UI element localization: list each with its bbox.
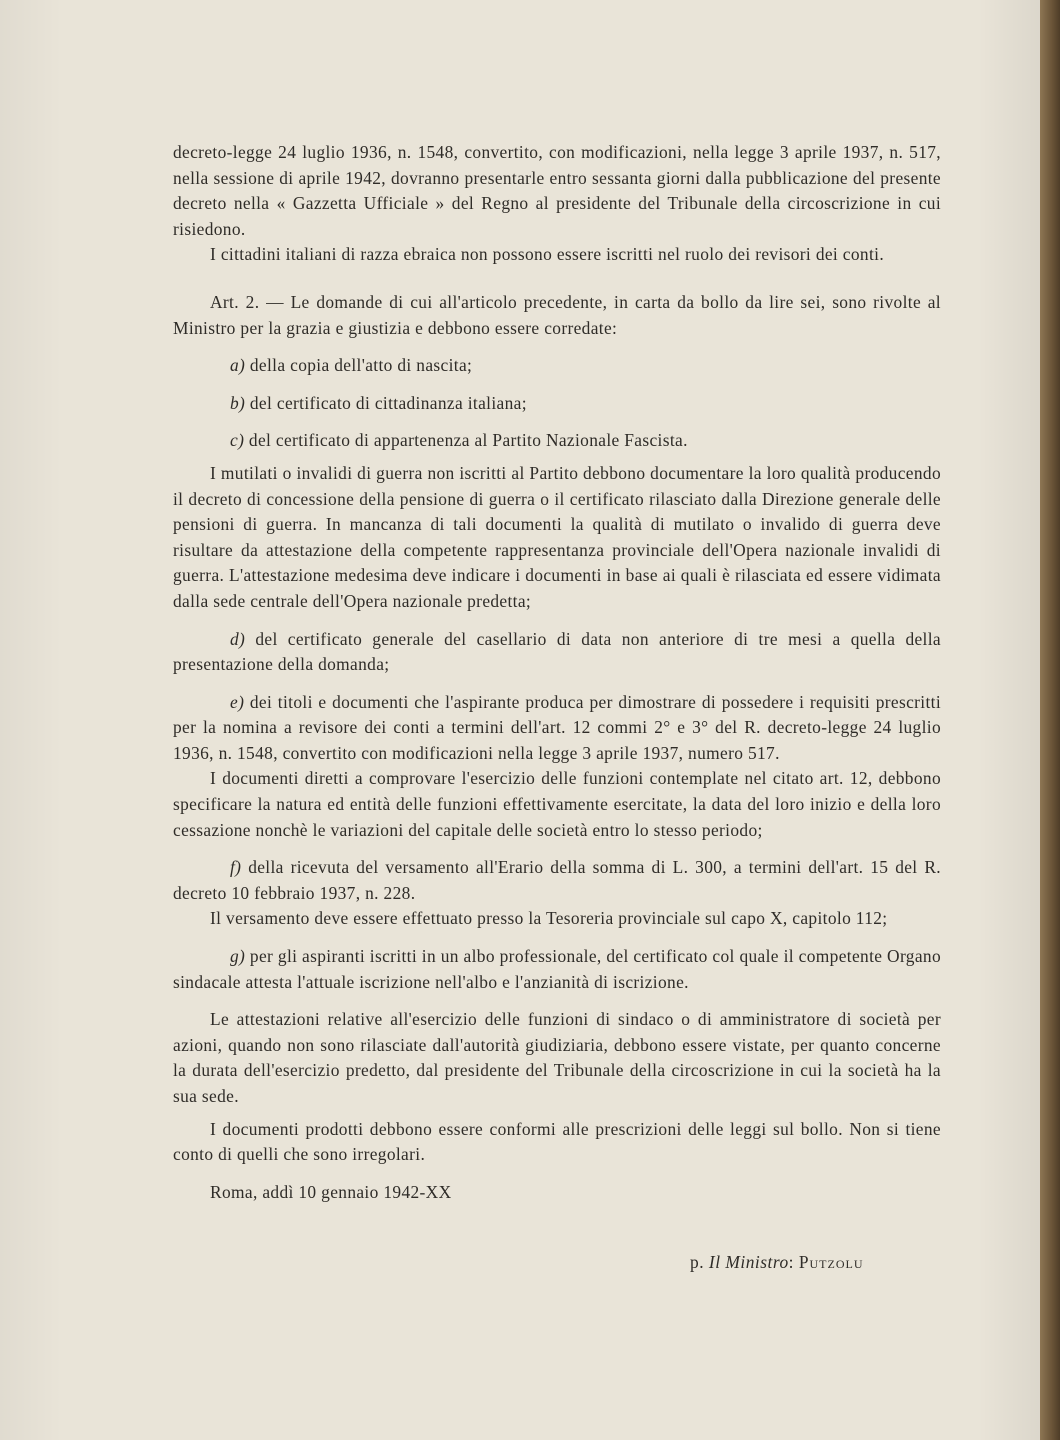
item-c-text: del certificato di appartenenza al Partito Nazionale Fascista. bbox=[244, 430, 688, 451]
signature-role: Il Ministro bbox=[708, 1252, 789, 1272]
attestazioni-paragraph: Le attestazioni relative all'esercizio delle funzioni di sindaco o di amministratore di società per azioni, quando non sono rilasciate dall'autorità giudiziaria, debbono essere vistate, per quanto concerne la durata dell'esercizio predetto, dal presidente del Tribunale della circoscrizione in cui la società ha la sua sede. bbox=[173, 1009, 941, 1106]
item-f-mark: f) bbox=[230, 857, 242, 878]
item-e-text: dei titoli e documenti che l'aspirante produca per dimostrare di possedere i requisiti prescritti per la nomina a revisore dei conti a termini dell'art. 12 commi 2° e 3° del R. decreto-legge 24 luglio 1936, n. 1548, convertito con modificazioni nella legge 3 aprile 1937, numero 517. bbox=[173, 691, 941, 763]
versamento-paragraph: Il versamento deve essere effettuato presso la Tesoreria provinciale sul capo X, capitolo 112; bbox=[210, 908, 888, 929]
intro-continuation: decreto-legge 24 luglio 1936, n. 1548, convertito, con modificazioni, nella legge 3 aprile 1937, n. 517, nella sessione di aprile 1942, dovranno presentarle entro sessanta giorni dalla pubblicazione del presente decreto nella « Gazzetta Ufficiale » del Regno al presidente del Tribunale della circoscrizione in cui risiedono. bbox=[173, 142, 941, 239]
item-c-mark: c) bbox=[230, 430, 245, 451]
mutilati-paragraph: I mutilati o invalidi di guerra non iscritti al Partito debbono documentare la loro qualità producendo il decreto di concessione della pensione di guerra o il certificato rilasciato dalla Direzione generale delle pensioni di guerra. In mancanza di tali documenti la qualità di mutilato o invalido di guerra deve risultare da attestazione della competente rappresentanza provinciale dell'Opera nazionale invalidi di guerra. L'attestazione medesima deve indicare i documenti in base ai quali è rilasciata ed essere vidimata dalla sede centrale dell'Opera nazionale predetta; bbox=[173, 462, 941, 611]
conformi-paragraph: I documenti prodotti debbono essere conformi alle prescrizioni delle leggi sul bollo. Non si tiene conto di quelli che sono irregolari. bbox=[173, 1118, 941, 1165]
item-e-mark: e) bbox=[230, 691, 245, 712]
signature-prefix: p. bbox=[690, 1252, 705, 1272]
item-a-text: della copia dell'atto di nascita; bbox=[245, 355, 473, 376]
item-b bbox=[173, 391, 941, 417]
place-date: Roma, addì 10 gennaio 1942-XX bbox=[210, 1181, 452, 1202]
item-f bbox=[173, 855, 941, 906]
item-d-text: del certificato generale del casellario di data non anteriore di tre mesi a quella della presentazione della domanda; bbox=[173, 628, 941, 675]
item-g-mark: g) bbox=[230, 946, 246, 967]
item-a-mark: a) bbox=[230, 355, 246, 376]
article-2-heading: Art. 2. — Le domande di cui all'articolo precedente, in carta da bollo da lire sei, sono rivolte al Ministro per la grazia e giustizia e debbono essere corredate: bbox=[173, 291, 941, 338]
signature-line bbox=[690, 1252, 864, 1273]
item-g bbox=[173, 944, 941, 995]
item-f-text: della ricevuta del versamento all'Erario della somma di L. 300, a termini dell'art. 15 del R. decreto 10 febbraio 1937, n. 228. bbox=[173, 857, 941, 903]
signature-name: Putzolu bbox=[798, 1252, 864, 1272]
book-spine-edge bbox=[1040, 0, 1060, 1440]
item-c bbox=[173, 428, 941, 454]
item-a bbox=[173, 353, 941, 379]
item-d-mark: d) bbox=[230, 628, 246, 649]
document-body bbox=[173, 140, 941, 1205]
item-b-text: del certificato di cittadinanza italiana; bbox=[245, 392, 527, 413]
item-e bbox=[173, 690, 941, 767]
racial-clause: I cittadini italiani di razza ebraica non possono essere iscritti nel ruolo dei revisori dei conti. bbox=[210, 244, 885, 265]
documenti-diretti-paragraph: I documenti diretti a comprovare l'esercizio delle funzioni contemplate nel citato art. 12, debbono specificare la natura ed entità delle funzioni effettivamente esercitate, la data del loro inizio e della loro cessazione nonchè le variazioni del capitale delle società entro lo stesso periodo; bbox=[173, 768, 941, 840]
item-d bbox=[173, 627, 941, 678]
item-b-mark: b) bbox=[230, 392, 246, 413]
signature-separator: : bbox=[788, 1252, 794, 1272]
item-g-text: per gli aspiranti iscritti in un albo professionale, del certificato col quale il competente Organo sindacale attesta l'attuale iscrizione nell'albo e l'anzianità di iscrizione. bbox=[173, 946, 941, 992]
